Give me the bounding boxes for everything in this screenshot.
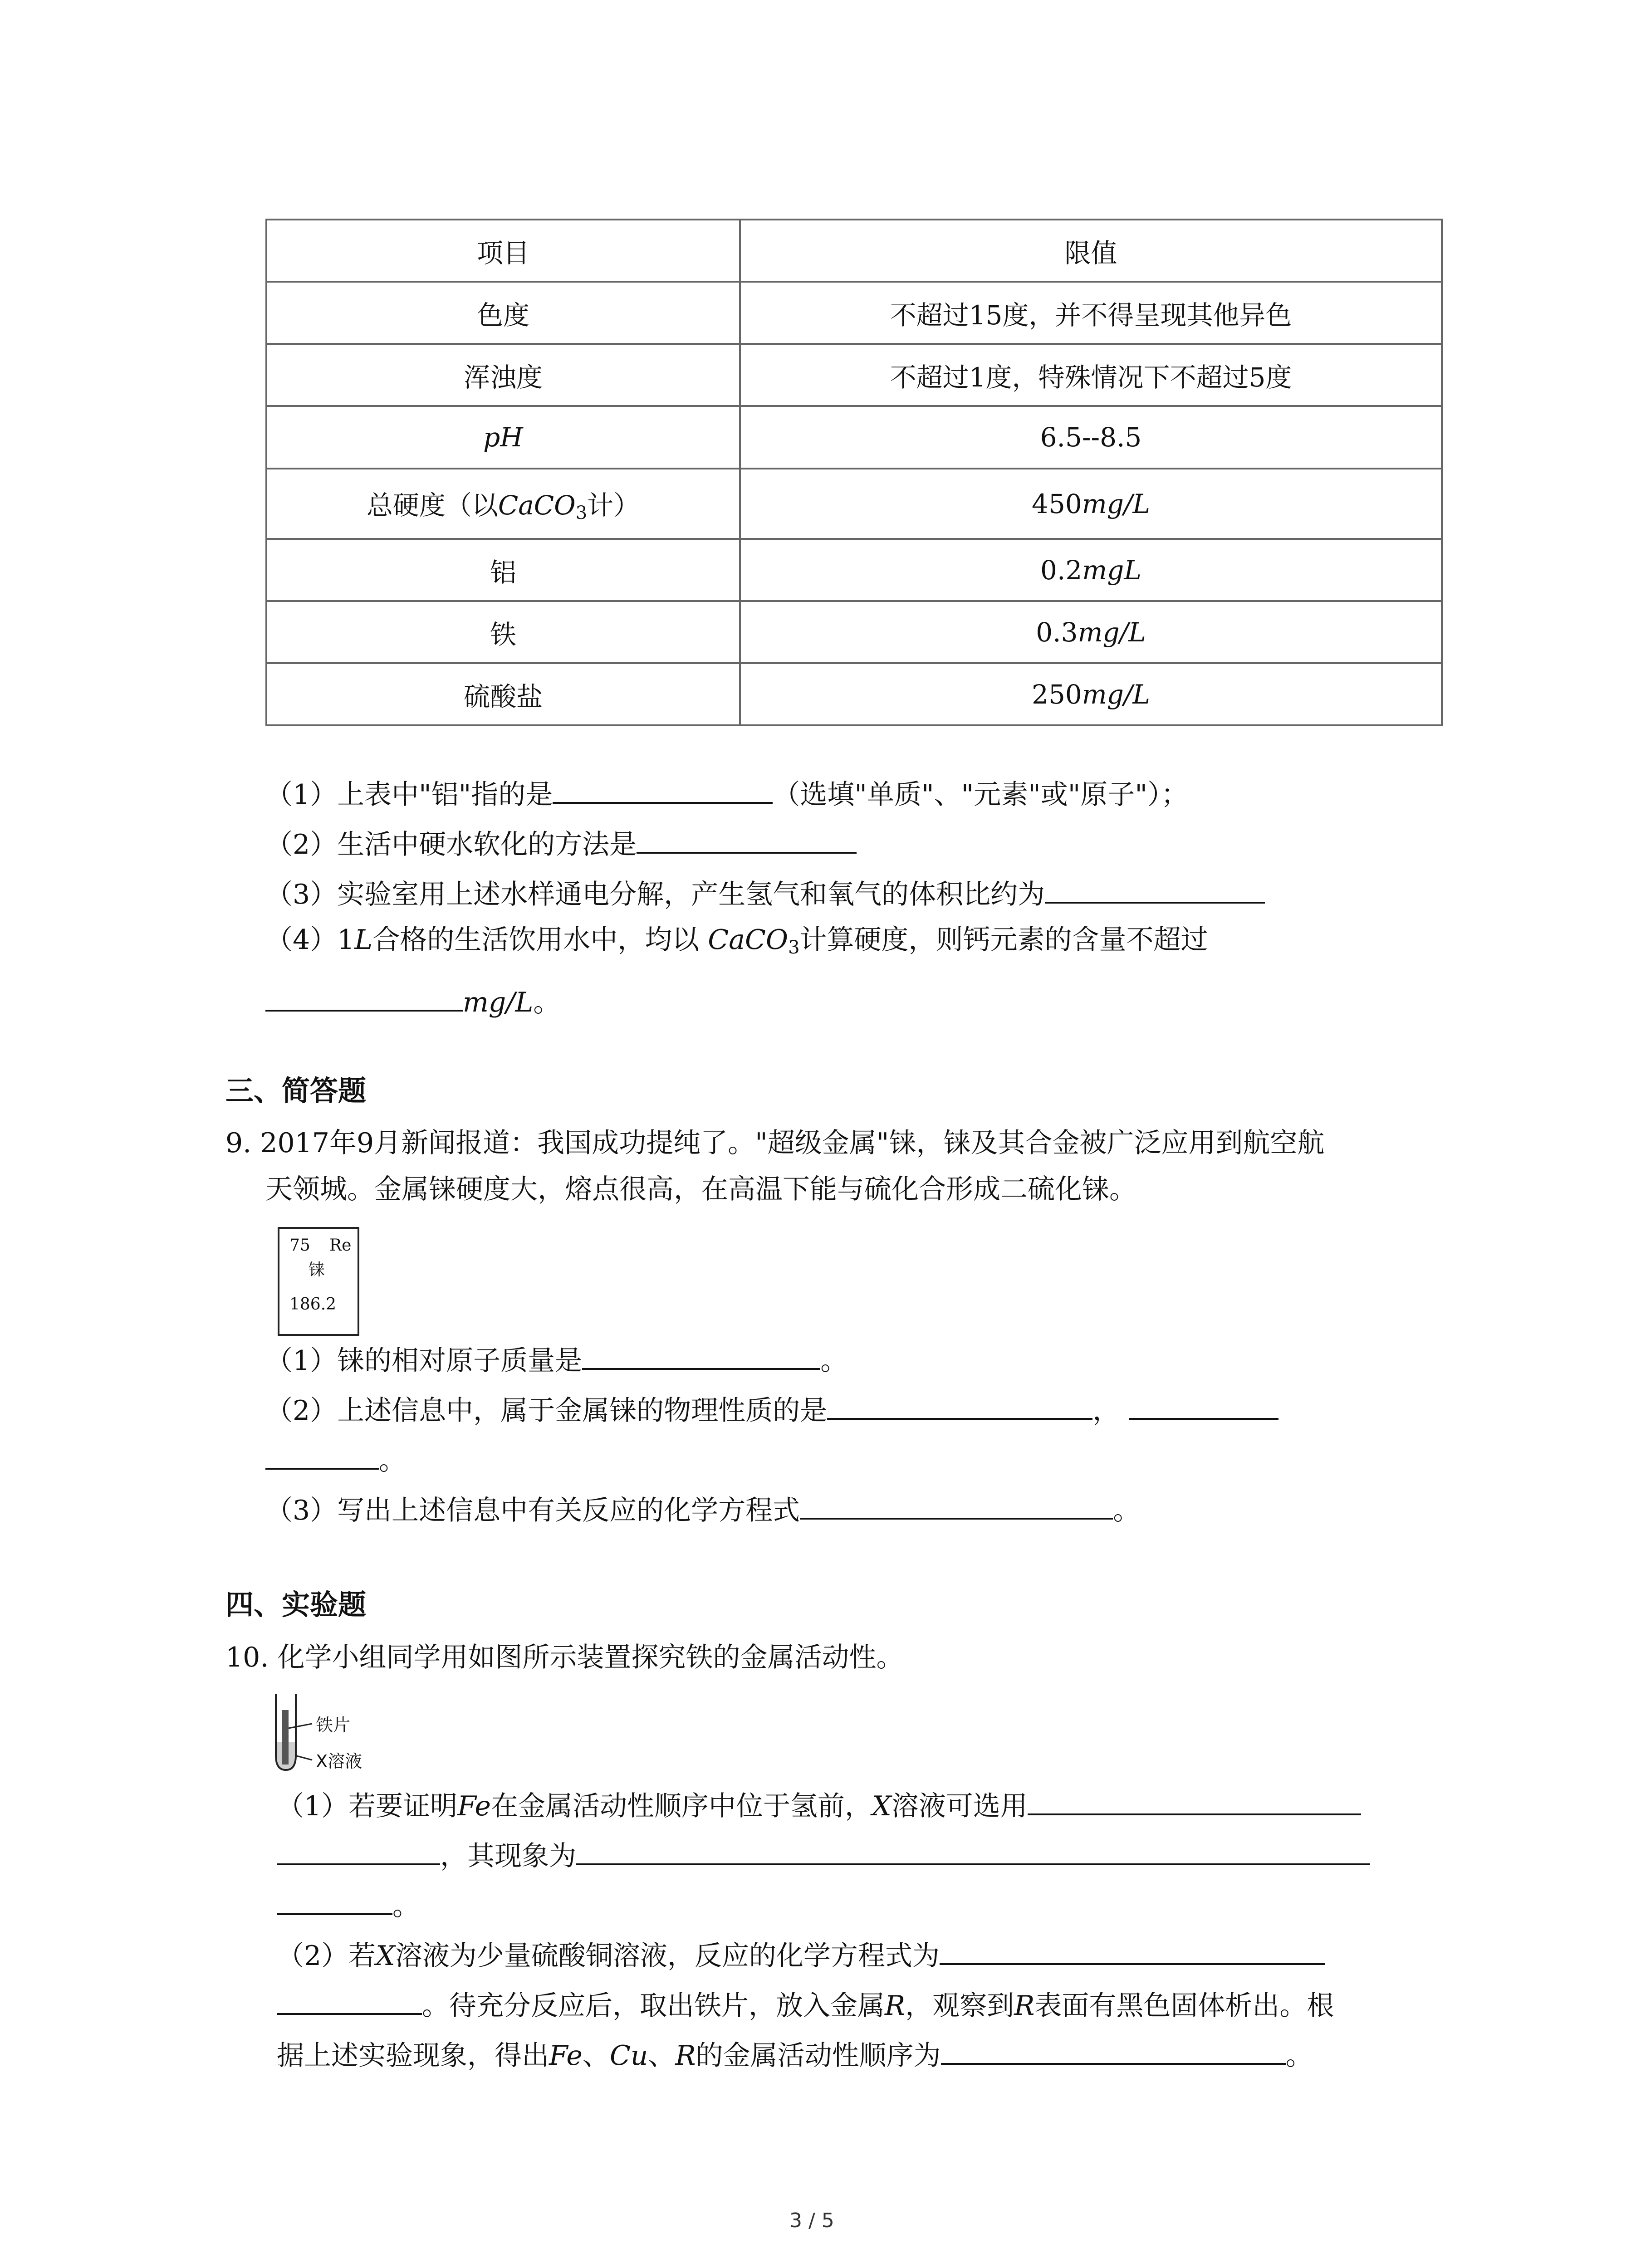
limit-unit: mg/L bbox=[1078, 616, 1146, 648]
answer-blank[interactable] bbox=[1045, 876, 1265, 904]
q10-part3-text-b: 的金属活动性顺序为 bbox=[696, 2040, 941, 2072]
section-heading-experiment: 四、实验题 bbox=[225, 1588, 367, 1621]
limit-value: 0.3 bbox=[1036, 616, 1078, 648]
limit-value: 450 bbox=[1032, 488, 1082, 519]
table-row bbox=[266, 663, 1442, 725]
section-heading-short-answer: 三、简答题 bbox=[225, 1074, 367, 1107]
q9-stem-line1: 9. 2017年9月新闻报道：我国成功提纯了。"超级金属"铼，铼及其合金被广泛应用到航空航 bbox=[225, 1127, 1325, 1159]
q10-part1-end: 。 bbox=[392, 1890, 420, 1922]
element-atomic-mass: 186.2 bbox=[289, 1295, 337, 1314]
table-row bbox=[266, 539, 1442, 601]
table-cell-limit: 不超过1度，特殊情况下不超过5度 bbox=[740, 344, 1442, 406]
label-iron-sheet: 铁片 bbox=[316, 1715, 351, 1735]
table-cell-item: 色度 bbox=[266, 282, 740, 344]
q9-part2-end: 。 bbox=[379, 1445, 406, 1476]
answer-blank[interactable] bbox=[265, 984, 463, 1012]
answer-blank[interactable] bbox=[553, 777, 773, 804]
element-card-rhenium bbox=[278, 1227, 359, 1336]
limit-value: 0.2 bbox=[1040, 554, 1083, 586]
table-cell-limit: 不超过15度，并不得呈现其他异色 bbox=[740, 282, 1442, 344]
table-cell-item: 铁 bbox=[266, 601, 740, 663]
hardness-formula: CaCO bbox=[498, 490, 576, 521]
q8-part4-text-a: （4）1 bbox=[265, 924, 355, 956]
q8-part2 bbox=[265, 826, 857, 863]
limit-unit: mgL bbox=[1082, 554, 1141, 586]
page-number: 3 / 5 bbox=[789, 2209, 834, 2232]
label-x-solution: X溶液 bbox=[316, 1751, 362, 1771]
q10-part2 bbox=[277, 1938, 1325, 1974]
water-limits-table bbox=[265, 219, 1443, 726]
answer-blank[interactable] bbox=[265, 1442, 379, 1470]
answer-blank[interactable] bbox=[940, 1938, 1325, 1965]
table-cell-limit bbox=[740, 601, 1442, 663]
table-cell-item bbox=[266, 469, 740, 539]
q10-part1-end-line bbox=[277, 1888, 420, 1924]
table-header-item: 项目 bbox=[266, 220, 740, 282]
q10-part1-text-b: 在金属活动性顺序中位于氢前， bbox=[491, 1790, 872, 1822]
q8-part1 bbox=[265, 777, 1188, 813]
symbol-x: X bbox=[872, 1790, 892, 1822]
q9-part1-end: 。 bbox=[820, 1345, 848, 1377]
separator: 、 bbox=[582, 2040, 610, 2072]
answer-blank[interactable] bbox=[800, 1492, 1113, 1520]
table-cell-item: 铝 bbox=[266, 539, 740, 601]
q8-part1-hint: （选填"单质"、"元素"或"原子"）； bbox=[773, 779, 1188, 811]
hardness-formula-subscript: 3 bbox=[575, 503, 588, 523]
q10-part3-end: 。 bbox=[1285, 2040, 1313, 2072]
hardness-label-prefix: 总硬度（以 bbox=[366, 490, 498, 521]
q10-stem: 10. 化学小组同学用如图所示装置探究铁的金属活动性。 bbox=[225, 1642, 904, 1673]
q8-part4-text-d: 计算硬度，则钙元素的含量不超过 bbox=[799, 924, 1208, 956]
table-header-row bbox=[266, 220, 1442, 282]
table-row bbox=[266, 282, 1442, 344]
q10-part2-text-c: 。待充分反应后，取出铁片，放入金属 bbox=[422, 1990, 885, 2022]
q9-part2-continued bbox=[265, 1442, 406, 1479]
answer-blank[interactable] bbox=[827, 1393, 1092, 1420]
q8-part1-text: （1）上表中"铝"指的是 bbox=[265, 779, 553, 811]
separator: 、 bbox=[648, 2040, 676, 2072]
table-row bbox=[266, 406, 1442, 469]
q9-part3-text: （3）写出上述信息中有关反应的化学方程式 bbox=[265, 1495, 800, 1526]
table-cell-item: 硫酸盐 bbox=[266, 663, 740, 725]
element-atomic-number: 75 bbox=[289, 1236, 310, 1255]
answer-blank[interactable] bbox=[277, 1838, 440, 1865]
answer-blank[interactable] bbox=[1028, 1788, 1361, 1815]
test-tube-diagram bbox=[272, 1692, 381, 1774]
q10-part2-text-b: 溶液为少量硫酸铜溶液，反应的化学方程式为 bbox=[395, 1940, 940, 1972]
answer-blank[interactable] bbox=[576, 1838, 1370, 1865]
answer-blank[interactable] bbox=[582, 1343, 820, 1370]
element-name: 铼 bbox=[309, 1261, 325, 1279]
symbol-fe: Fe bbox=[549, 2040, 583, 2072]
q9-part2 bbox=[265, 1393, 1279, 1429]
q8-part4-text-c: 合格的生活饮用水中，均以 bbox=[372, 924, 708, 956]
table-header-limit: 限值 bbox=[740, 220, 1442, 282]
q8-part3 bbox=[265, 876, 1265, 913]
q9-part2-text: （2）上述信息中，属于金属铼的物理性质的是 bbox=[265, 1395, 828, 1427]
symbol-x: X bbox=[376, 1940, 395, 1972]
q10-part1 bbox=[277, 1788, 1361, 1824]
table-cell-limit bbox=[740, 663, 1442, 725]
q9-part1 bbox=[265, 1343, 847, 1379]
q9-part2-comma: ， bbox=[1092, 1395, 1120, 1427]
q9-part3 bbox=[265, 1492, 1140, 1529]
q8-part2-text: （2）生活中硬水软化的方法是 bbox=[265, 829, 637, 860]
table-cell-limit bbox=[740, 469, 1442, 539]
q10-part1-text-c: 溶液可选用 bbox=[891, 1790, 1028, 1822]
q10-part2-text-e: 表面有黑色固体析出。根 bbox=[1034, 1990, 1334, 2022]
answer-blank[interactable] bbox=[637, 826, 857, 854]
q8-part4-unit: mg/L bbox=[463, 987, 534, 1018]
table-row bbox=[266, 469, 1442, 539]
q10-part1-continued bbox=[277, 1838, 1370, 1874]
q10-part1-text-d: ，其现象为 bbox=[440, 1840, 576, 1872]
symbol-fe: Fe bbox=[457, 1790, 491, 1822]
q10-part2-text-d: ，观察到 bbox=[905, 1990, 1014, 2022]
q8-part4-formula-subscript: 3 bbox=[788, 937, 800, 958]
q9-part1-text: （1）铼的相对原子质量是 bbox=[265, 1345, 583, 1377]
q8-part4-end: 。 bbox=[533, 987, 561, 1018]
hardness-label-suffix: 计） bbox=[587, 490, 640, 521]
table-cell-item: 浑浊度 bbox=[266, 344, 740, 406]
limit-unit: mg/L bbox=[1082, 679, 1150, 710]
answer-blank[interactable] bbox=[277, 1888, 392, 1915]
symbol-cu: Cu bbox=[609, 2040, 648, 2072]
q10-part2-text-a: （2）若 bbox=[277, 1940, 376, 1972]
q10-part3-text-a: 据上述实验现象，得出 bbox=[277, 2040, 549, 2072]
answer-blank[interactable] bbox=[1129, 1393, 1279, 1420]
limit-value: 250 bbox=[1032, 679, 1082, 710]
table-row bbox=[266, 601, 1442, 663]
symbol-r: R bbox=[675, 2040, 696, 2072]
q9-stem-line2: 天领城。金属铼硬度大，熔点很高，在高温下能与硫化合形成二硫化铼。 bbox=[265, 1173, 1136, 1205]
q8-part4-formula: CaCO bbox=[708, 924, 789, 956]
symbol-r: R bbox=[885, 1990, 906, 2022]
q8-part4 bbox=[265, 922, 1208, 966]
q8-part4-unit-l: L bbox=[354, 924, 373, 956]
answer-blank[interactable] bbox=[941, 2038, 1286, 2065]
symbol-r: R bbox=[1014, 1990, 1035, 2022]
q8-part4-continued bbox=[265, 984, 560, 1021]
q10-part1-text-a: （1）若要证明 bbox=[277, 1790, 458, 1822]
q10-part2-continued bbox=[277, 1988, 1334, 2024]
answer-blank[interactable] bbox=[277, 1988, 422, 2015]
table-row bbox=[266, 344, 1442, 406]
q9-part3-end: 。 bbox=[1113, 1495, 1141, 1526]
table-cell-item: pH bbox=[266, 406, 740, 469]
table-cell-limit: 6.5--8.5 bbox=[740, 406, 1442, 469]
table-cell-limit bbox=[740, 539, 1442, 601]
q10-part3 bbox=[277, 2038, 1313, 2074]
q8-part3-text: （3）实验室用上述水样通电分解，产生氢气和氧气的体积比约为 bbox=[265, 879, 1045, 910]
element-symbol: Re bbox=[329, 1236, 352, 1255]
limit-unit: mg/L bbox=[1082, 488, 1150, 519]
